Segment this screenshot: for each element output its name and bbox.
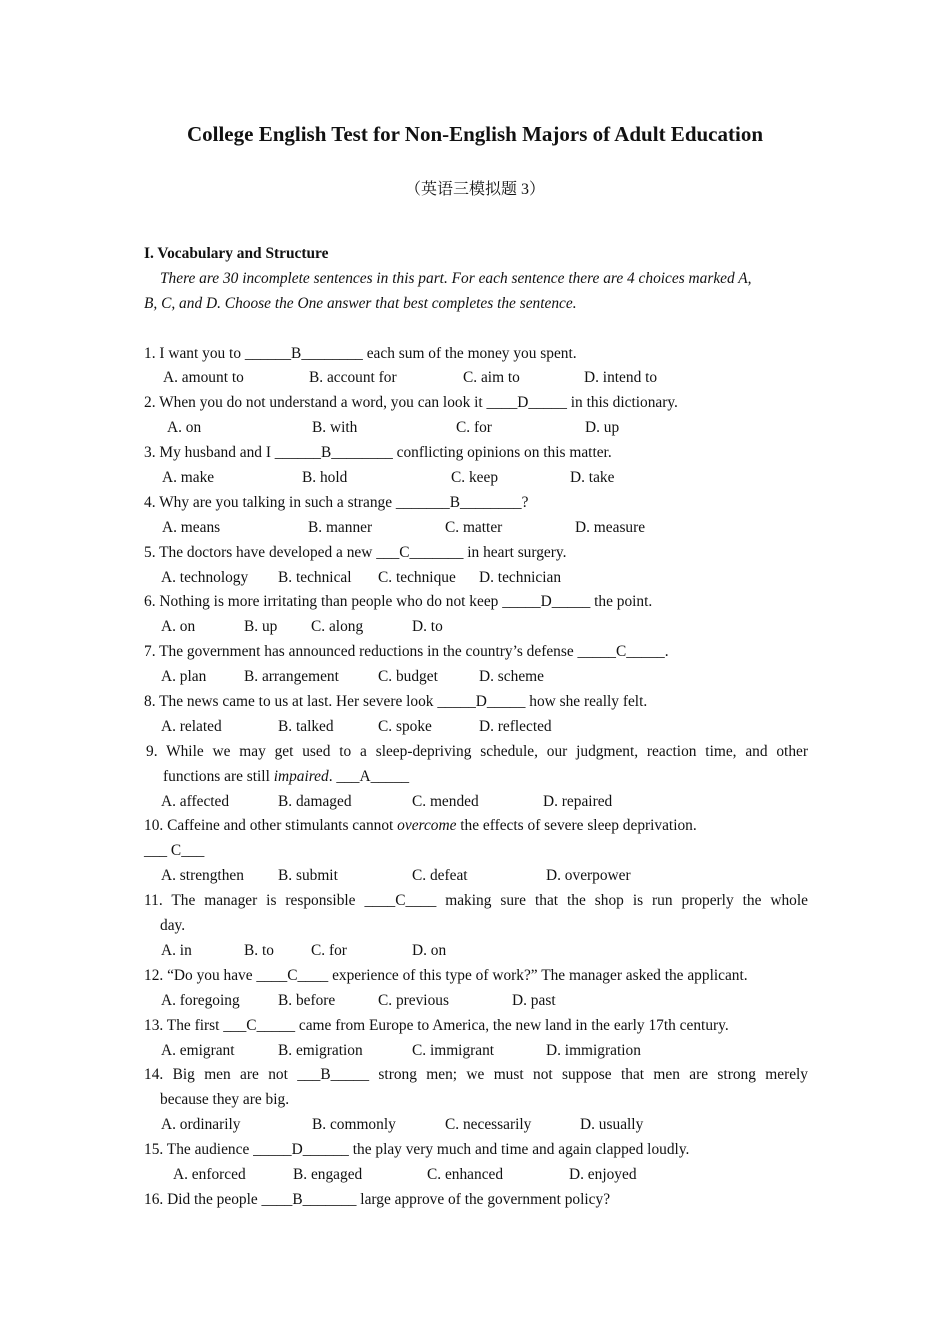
option-c: C. matter [445,518,503,536]
option-a: A. plan [161,668,207,686]
question-stem-cont: day. [160,917,186,935]
option-d: D. intend to [584,369,658,387]
option-a: A. related [161,717,222,735]
option-b: B. before [278,991,336,1009]
option-c: C. for [311,941,347,959]
option-b: B. engaged [293,1165,363,1183]
option-b: B. up [244,618,278,636]
question-stem: 10. Caffeine and other stimulants cannot overcome the effects of severe sleep deprivation. [144,817,697,835]
question-options [144,366,808,391]
option-b: B. submit [278,867,338,885]
section-vocabulary [144,242,808,1213]
option-a: A. make [162,469,215,487]
key-word: overcome [397,817,457,835]
option-c: C. keep [451,469,499,487]
page-subtitle: （英语三模拟题 3） [404,181,545,198]
option-b: B. talked [278,717,334,735]
question-stem: 13. The first ___C_____ came from Europe to America, the new land in the early 17th century. [144,1016,729,1034]
option-a: A. in [161,941,192,959]
question-options [144,864,808,889]
question-stem: 11. The manager is responsible ____C____ making sure that the shop is run properly the whole [144,892,808,910]
question-options [144,416,808,441]
option-b: B. emigration [278,1041,363,1059]
option-a: A. technology [161,568,249,586]
option-a: A. enforced [173,1165,246,1183]
question-stem: 9. While we may get used to a sleep-depriving schedule, our judgment, reaction time, and other [146,742,808,760]
option-a: A. affected [161,792,230,810]
option-b: B. technical [278,568,352,586]
option-a: A. on [167,419,202,437]
option-b: B. with [312,419,358,437]
question-stem: 14. Big men are not ___B_____ strong men; we must not suppose that men are strong merely [144,1066,808,1084]
option-b: B. arrangement [244,668,339,686]
question-options [144,466,808,491]
option-c: C. immigrant [412,1041,495,1059]
question-options [144,665,808,690]
question-options [144,516,808,541]
option-d: D. repaired [543,792,613,810]
option-a: A. means [162,518,221,536]
option-c: C. mended [412,792,479,810]
option-c: C. previous [378,991,449,1009]
option-b: B. hold [302,469,348,487]
page-title: College English Test for Non-English Majors of Adult Education [186,122,764,146]
option-d: D. take [570,469,615,487]
option-c: C. defeat [412,867,468,885]
option-a: A. ordinarily [161,1116,241,1134]
option-a: A. strengthen [161,867,244,885]
section-instruction: There are 30 incomplete sentences in this part. For each sentence there are 4 choices marked A, [160,269,752,287]
question-options [144,1163,808,1188]
option-c: C. for [456,419,492,437]
option-a: A. foregoing [161,991,240,1009]
question-stem: 1. I want you to ______B________ each sum of the money you spent. [144,344,577,362]
option-c: C. necessarily [445,1116,532,1134]
question-options [144,1113,808,1138]
option-c: C. budget [378,668,438,686]
option-d: D. up [585,419,620,437]
question-options [144,715,808,740]
question-options [144,790,808,815]
question-stem: 6. Nothing is more irritating than people who do not keep _____D_____ the point. [144,593,653,611]
question-options [144,566,808,591]
option-c: C. spoke [378,717,432,735]
question-stem: 2. When you do not understand a word, you can look it ____D_____ in this dictionary. [144,394,678,412]
option-c: C. enhanced [427,1165,504,1183]
question-stem: 15. The audience _____D______ the play very much and time and again clapped loudly. [144,1141,690,1159]
option-c: C. along [311,618,364,636]
question-answer-line: ___ C___ [144,842,205,860]
question-stem: 16. Did the people ____B_______ large approve of the government policy? [144,1190,611,1208]
option-c: C. aim to [463,369,520,387]
option-c: C. technique [378,568,456,586]
option-a: A. emigrant [161,1041,235,1059]
option-d: D. enjoyed [569,1165,637,1183]
option-d: D. scheme [479,668,544,686]
section-heading: I. Vocabulary and Structure [144,245,329,262]
option-a: A. amount to [163,369,244,387]
option-b: B. account for [309,369,397,387]
option-d: D. to [412,618,443,636]
option-a: A. on [161,618,196,636]
option-b: B. manner [308,518,373,536]
option-d: D. measure [575,518,646,536]
question-stem-cont: because they are big. [160,1091,290,1109]
key-word: impaired [273,767,329,785]
option-d: D. technician [479,568,562,586]
option-d: D. immigration [546,1041,641,1059]
option-d: D. on [412,941,447,959]
option-b: B. damaged [278,792,352,810]
question-options [144,989,808,1014]
option-b: B. commonly [312,1116,396,1134]
option-d: D. reflected [479,717,552,735]
question-stem-cont: functions are still impaired. ___A_____ [163,767,410,785]
option-d: D. overpower [546,867,631,885]
option-d: D. usually [580,1116,644,1134]
question-stem: 4. Why are you talking in such a strange _______B________? [144,493,529,511]
section-instruction-cont: B, C, and D. Choose the One answer that best completes the sentence. [144,294,577,312]
question-stem: 7. The government has announced reductions in the country’s defense _____C_____. [144,643,669,661]
option-b: B. to [244,941,274,959]
question-stem: 12. “Do you have ____C____ experience of this type of work?” The manager asked the applicant. [144,966,748,984]
question-options [144,615,808,640]
question-options [144,939,808,964]
question-stem: 8. The news came to us at last. Her severe look _____D_____ how she really felt. [144,693,648,711]
question-options [144,1039,808,1064]
question-stem: 3. My husband and I ______B________ conflicting opinions on this matter. [144,444,612,462]
question-stem: 5. The doctors have developed a new ___C_______ in heart surgery. [144,543,567,561]
option-d: D. past [512,991,556,1009]
